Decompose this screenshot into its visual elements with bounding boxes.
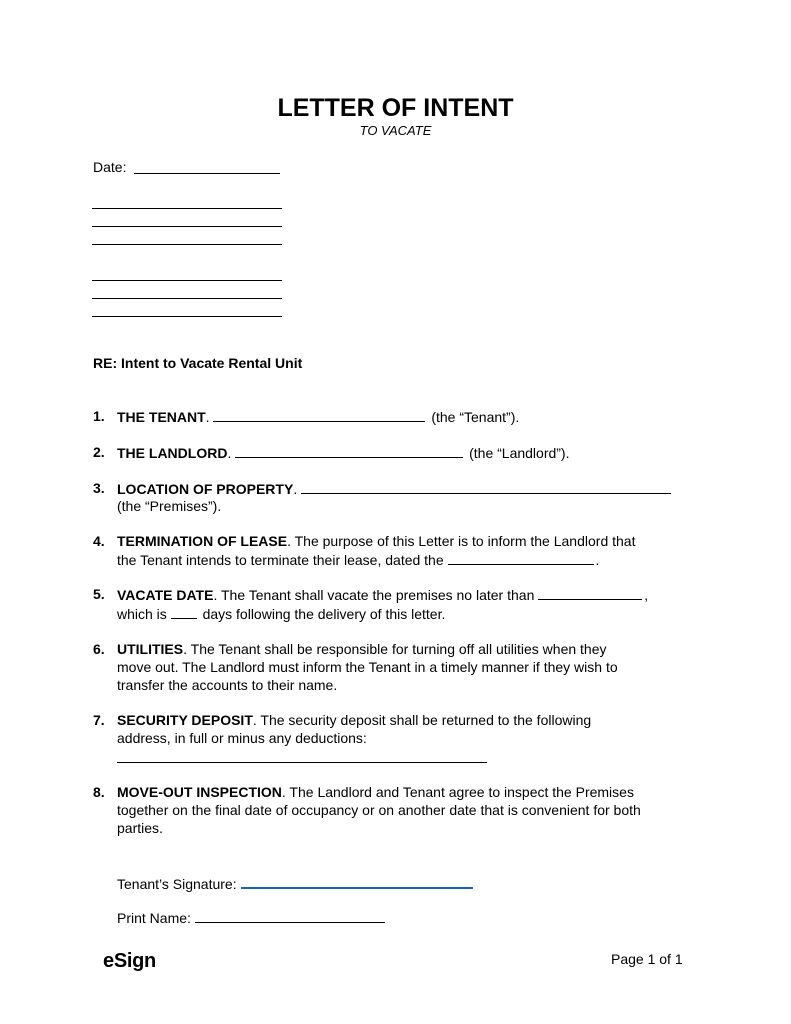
item-3-number: 3.	[93, 480, 105, 496]
item-2-label: THE LANDLORD	[117, 445, 228, 461]
tenant-signature-field[interactable]	[241, 873, 473, 889]
item-7-label: SECURITY DEPOSIT	[117, 712, 253, 728]
item-6-line-3: transfer the accounts to their name.	[117, 677, 338, 693]
item-4-number: 4.	[93, 533, 105, 549]
item-3: LOCATION OF PROPERTY.	[117, 479, 673, 498]
sender-address-line-3[interactable]	[92, 244, 282, 245]
item-5: VACATE DATE. The Tenant shall vacate the premises no later than ,	[117, 587, 649, 603]
item-3-line-2: (the “Premises”).	[117, 498, 222, 514]
recipient-address-line-1[interactable]	[92, 280, 282, 281]
signature-label: Tenant’s Signature:	[117, 876, 237, 892]
item-5-number: 5.	[93, 586, 105, 602]
item-7-number: 7.	[93, 712, 105, 728]
item-2: THE LANDLORD. (the “Landlord”).	[117, 445, 570, 461]
recipient-address-line-2[interactable]	[92, 298, 282, 299]
item-5-line-2: which is days following the delivery of this letter.	[117, 606, 446, 622]
lease-date-field[interactable]	[448, 550, 594, 565]
forwarding-address-field[interactable]	[117, 762, 487, 763]
print-name-field[interactable]	[195, 908, 385, 923]
item-1-number: 1.	[93, 408, 105, 424]
item-5-label: VACATE DATE	[117, 587, 214, 603]
signature-row	[117, 873, 475, 893]
item-8-label: MOVE-OUT INSPECTION	[117, 784, 282, 800]
item-7: SECURITY DEPOSIT. The security deposit shall be returned to the following	[117, 712, 592, 728]
sender-address-line-1[interactable]	[92, 208, 282, 209]
landlord-name-field[interactable]	[235, 443, 463, 458]
item-3-label: LOCATION OF PROPERTY	[117, 481, 294, 497]
print-name-row	[117, 908, 387, 927]
item-4-label: TERMINATION OF LEASE	[117, 533, 288, 549]
sender-address-line-2[interactable]	[92, 226, 282, 227]
item-6-line-2: move out. The Landlord must inform the Tenant in a timely manner if they wish to	[117, 659, 618, 675]
item-2-number: 2.	[93, 444, 105, 460]
item-1-label: THE TENANT	[117, 409, 206, 425]
item-8-number: 8.	[93, 784, 105, 800]
item-6-label: UTILITIES	[117, 641, 184, 657]
days-count-field[interactable]	[171, 604, 197, 619]
recipient-address-line-3[interactable]	[92, 316, 282, 317]
item-6-number: 6.	[93, 641, 105, 657]
tenant-name-field[interactable]	[213, 407, 425, 422]
date-label: Date:	[93, 159, 127, 175]
item-6: UTILITIES. The Tenant shall be responsible for turning off all utilities when they	[117, 641, 607, 657]
item-8-line-2: together on the final date of occupancy or on another date that is convenient for both	[117, 802, 641, 818]
print-name-label: Print Name:	[117, 910, 191, 926]
re-line: RE: Intent to Vacate Rental Unit	[93, 355, 303, 371]
item-8: MOVE-OUT INSPECTION. The Landlord and Tenant agree to inspect the Premises	[117, 784, 634, 800]
esign-logo: eSign	[103, 950, 156, 972]
vacate-date-field[interactable]	[538, 585, 642, 600]
item-1: THE TENANT. (the “Tenant”).	[117, 409, 520, 425]
property-location-field[interactable]	[301, 479, 671, 494]
item-7-line-2: address, in full or minus any deductions:	[117, 730, 367, 746]
item-8-line-3: parties.	[117, 820, 163, 836]
item-4-line-2: the Tenant intends to terminate their lease, dated the .	[117, 552, 600, 568]
date-field[interactable]	[134, 173, 280, 174]
item-4: TERMINATION OF LEASE. The purpose of this Letter is to inform the Landlord that	[117, 533, 636, 549]
document-title: LETTER OF INTENT	[277, 94, 514, 122]
page-number: Page 1 of 1	[611, 951, 683, 967]
document-subtitle: TO VACATE	[359, 123, 432, 138]
